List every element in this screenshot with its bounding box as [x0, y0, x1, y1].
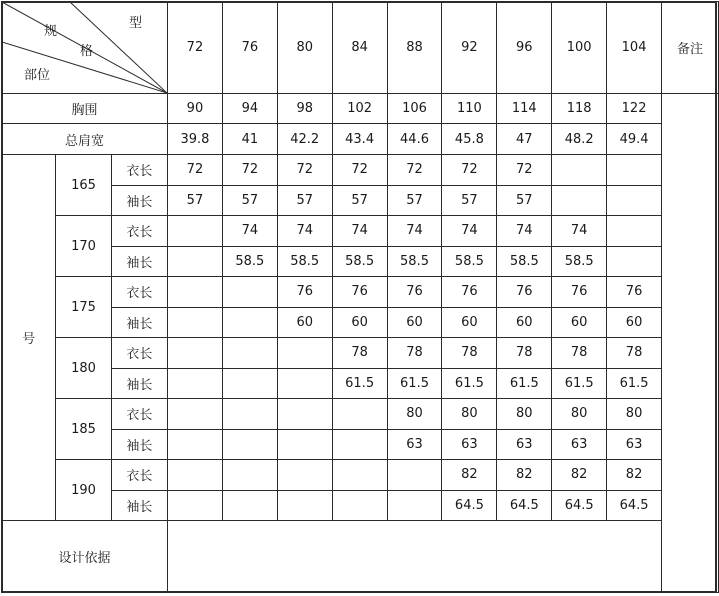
sleeve-length-value: 58.5: [387, 246, 442, 277]
height-label: 180: [56, 338, 111, 399]
chest-value: 118: [552, 94, 607, 124]
sleeve-length-value: 61.5: [387, 368, 442, 399]
garment-length-value: 82: [497, 460, 552, 491]
garment-length-value: 78: [442, 338, 497, 369]
garment-length-value: [277, 460, 332, 491]
garment-length-value: 72: [332, 155, 387, 186]
garment-length-value: [332, 399, 387, 430]
garment-length-label: 衣长: [111, 216, 167, 247]
garment-length-value: 72: [387, 155, 442, 186]
height-label: 165: [56, 155, 111, 216]
sleeve-length-value: [607, 246, 662, 277]
corner-ge-label: 格: [80, 44, 94, 59]
garment-length-value: [607, 216, 662, 247]
sleeve-length-value: [277, 490, 332, 521]
sleeve-length-label: 袖长: [111, 429, 167, 460]
chest-row: [2, 94, 719, 124]
sleeve-length-value: 57: [442, 185, 497, 216]
shoulder-value: 41: [222, 124, 277, 155]
garment-length-value: 80: [442, 399, 497, 430]
garment-length-value: 82: [607, 460, 662, 491]
chest-value: 106: [387, 94, 442, 124]
garment-length-value: 76: [497, 277, 552, 308]
garment-length-value: 80: [497, 399, 552, 430]
garment-length-value: [277, 399, 332, 430]
garment-length-value: [168, 216, 223, 247]
chest-value: 110: [442, 94, 497, 124]
sleeve-length-value: 64.5: [442, 490, 497, 521]
garment-length-value: [168, 399, 223, 430]
sleeve-length-value: 58.5: [552, 246, 607, 277]
garment-length-value: 76: [607, 277, 662, 308]
chest-value: 102: [332, 94, 387, 124]
size-header: 80: [277, 2, 332, 94]
garment-length-value: 76: [552, 277, 607, 308]
garment-length-row: [2, 460, 719, 491]
sleeve-length-value: 63: [387, 429, 442, 460]
sleeve-length-value: [222, 368, 277, 399]
garment-length-value: [222, 338, 277, 369]
sleeve-length-value: [607, 185, 662, 216]
garment-length-value: [168, 460, 223, 491]
garment-length-value: 80: [387, 399, 442, 430]
sleeve-length-value: 58.5: [222, 246, 277, 277]
shoulder-value: 44.6: [387, 124, 442, 155]
garment-length-value: [552, 155, 607, 186]
sleeve-length-value: 63: [497, 429, 552, 460]
garment-length-row: [2, 399, 719, 430]
shoulder-value: 45.8: [442, 124, 497, 155]
garment-length-value: 72: [222, 155, 277, 186]
garment-length-label: 衣长: [111, 277, 167, 308]
garment-length-value: [222, 460, 277, 491]
chest-value: 94: [222, 94, 277, 124]
sleeve-length-value: 63: [442, 429, 497, 460]
sleeve-length-value: 60: [277, 307, 332, 338]
sleeve-length-value: [552, 185, 607, 216]
sleeve-length-value: [222, 307, 277, 338]
chest-value: 90: [168, 94, 223, 124]
garment-length-value: 76: [442, 277, 497, 308]
sleeve-length-label: 袖长: [111, 368, 167, 399]
height-label: 175: [56, 277, 111, 338]
sleeve-length-value: 58.5: [277, 246, 332, 277]
design-basis-row: [2, 521, 719, 593]
sleeve-length-value: 57: [222, 185, 277, 216]
remarks-cell: [662, 94, 719, 593]
garment-length-value: [332, 460, 387, 491]
garment-length-label: 衣长: [111, 460, 167, 491]
corner-part-label: 部位: [24, 68, 51, 83]
garment-length-value: 74: [442, 216, 497, 247]
size-header: 76: [222, 2, 277, 94]
sleeve-length-value: 61.5: [442, 368, 497, 399]
sleeve-length-value: 64.5: [497, 490, 552, 521]
size-header: 84: [332, 2, 387, 94]
garment-length-value: 80: [552, 399, 607, 430]
garment-length-value: 74: [387, 216, 442, 247]
sleeve-length-value: [168, 246, 223, 277]
sleeve-length-label: 袖长: [111, 185, 167, 216]
height-label: 190: [56, 460, 111, 521]
garment-length-value: 74: [332, 216, 387, 247]
sleeve-length-label: 袖长: [111, 246, 167, 277]
chest-value: 98: [277, 94, 332, 124]
garment-length-value: 76: [277, 277, 332, 308]
garment-length-value: 82: [442, 460, 497, 491]
sleeve-length-value: [168, 429, 223, 460]
garment-length-value: 78: [332, 338, 387, 369]
sleeve-length-value: 57: [277, 185, 332, 216]
sleeve-length-value: 64.5: [607, 490, 662, 521]
size-header: 72: [168, 2, 223, 94]
sleeve-length-value: 57: [497, 185, 552, 216]
diagonal-header-cell: [2, 2, 168, 94]
shoulder-value: 43.4: [332, 124, 387, 155]
sleeve-length-value: [222, 490, 277, 521]
sleeve-length-value: 61.5: [497, 368, 552, 399]
size-header: 88: [387, 2, 442, 94]
corner-type-label: 型: [129, 16, 143, 31]
garment-length-value: [277, 338, 332, 369]
shoulder-row: [2, 124, 719, 155]
sleeve-length-value: [332, 490, 387, 521]
sleeve-length-value: 64.5: [552, 490, 607, 521]
sleeve-length-label: 袖长: [111, 307, 167, 338]
sleeve-length-value: [277, 368, 332, 399]
sleeve-length-value: 63: [552, 429, 607, 460]
sleeve-length-value: [168, 307, 223, 338]
garment-length-value: [387, 460, 442, 491]
garment-length-row: [2, 277, 719, 308]
size-header: 92: [442, 2, 497, 94]
shoulder-value: 48.2: [552, 124, 607, 155]
sleeve-length-value: 57: [387, 185, 442, 216]
height-label: 170: [56, 216, 111, 277]
sleeve-length-value: 57: [332, 185, 387, 216]
sleeve-length-value: 61.5: [607, 368, 662, 399]
garment-length-value: [222, 277, 277, 308]
sleeve-length-label: 袖长: [111, 490, 167, 521]
hao-label: 号: [2, 155, 56, 521]
garment-length-label: 衣长: [111, 338, 167, 369]
chest-label: 胸围: [2, 94, 168, 124]
shoulder-value: 42.2: [277, 124, 332, 155]
sleeve-length-value: 61.5: [552, 368, 607, 399]
garment-length-row: [2, 155, 719, 186]
sleeve-length-value: 61.5: [332, 368, 387, 399]
garment-length-row: [2, 216, 719, 247]
sleeve-length-value: [332, 429, 387, 460]
sleeve-length-value: 63: [607, 429, 662, 460]
garment-length-value: 72: [442, 155, 497, 186]
sleeve-length-value: [168, 368, 223, 399]
garment-length-label: 衣长: [111, 399, 167, 430]
garment-length-value: 74: [277, 216, 332, 247]
shoulder-value: 47: [497, 124, 552, 155]
size-header: 96: [497, 2, 552, 94]
sleeve-length-value: 60: [552, 307, 607, 338]
shoulder-value: 39.8: [168, 124, 223, 155]
sleeve-length-value: 60: [332, 307, 387, 338]
garment-length-value: 80: [607, 399, 662, 430]
design-basis-label: 设计依据: [2, 521, 168, 593]
garment-length-value: 76: [387, 277, 442, 308]
corner-gui-label: 规: [44, 24, 58, 39]
sleeve-length-value: [168, 490, 223, 521]
garment-length-value: [168, 277, 223, 308]
garment-length-value: 74: [497, 216, 552, 247]
garment-length-value: [607, 155, 662, 186]
shoulder-label: 总肩宽: [2, 124, 168, 155]
garment-length-value: 78: [387, 338, 442, 369]
shoulder-value: 49.4: [607, 124, 662, 155]
sleeve-length-value: [387, 490, 442, 521]
sleeve-length-value: 60: [387, 307, 442, 338]
garment-length-value: 74: [222, 216, 277, 247]
sleeve-length-value: 60: [442, 307, 497, 338]
garment-length-value: 78: [607, 338, 662, 369]
garment-length-value: [168, 338, 223, 369]
size-header: 100: [552, 2, 607, 94]
size-spec-table: [1, 1, 719, 593]
garment-length-label: 衣长: [111, 155, 167, 186]
sleeve-length-value: 60: [607, 307, 662, 338]
garment-length-value: 78: [497, 338, 552, 369]
sleeve-length-value: 58.5: [497, 246, 552, 277]
sleeve-length-value: 60: [497, 307, 552, 338]
sleeve-length-value: [222, 429, 277, 460]
garment-length-row: [2, 338, 719, 369]
sleeve-length-value: [277, 429, 332, 460]
garment-length-value: 72: [277, 155, 332, 186]
design-basis-value: [168, 521, 719, 593]
size-header: 104: [607, 2, 662, 94]
header-row: [2, 2, 719, 94]
sleeve-length-value: 58.5: [442, 246, 497, 277]
chest-value: 122: [607, 94, 662, 124]
chest-value: 114: [497, 94, 552, 124]
garment-length-value: 72: [168, 155, 223, 186]
garment-length-value: 72: [497, 155, 552, 186]
garment-length-value: 76: [332, 277, 387, 308]
garment-length-value: 78: [552, 338, 607, 369]
garment-length-value: 74: [552, 216, 607, 247]
sleeve-length-value: 58.5: [332, 246, 387, 277]
garment-length-value: 82: [552, 460, 607, 491]
sleeve-length-value: 57: [168, 185, 223, 216]
height-label: 185: [56, 399, 111, 460]
remarks-header: 备注: [662, 2, 719, 94]
garment-length-value: [222, 399, 277, 430]
